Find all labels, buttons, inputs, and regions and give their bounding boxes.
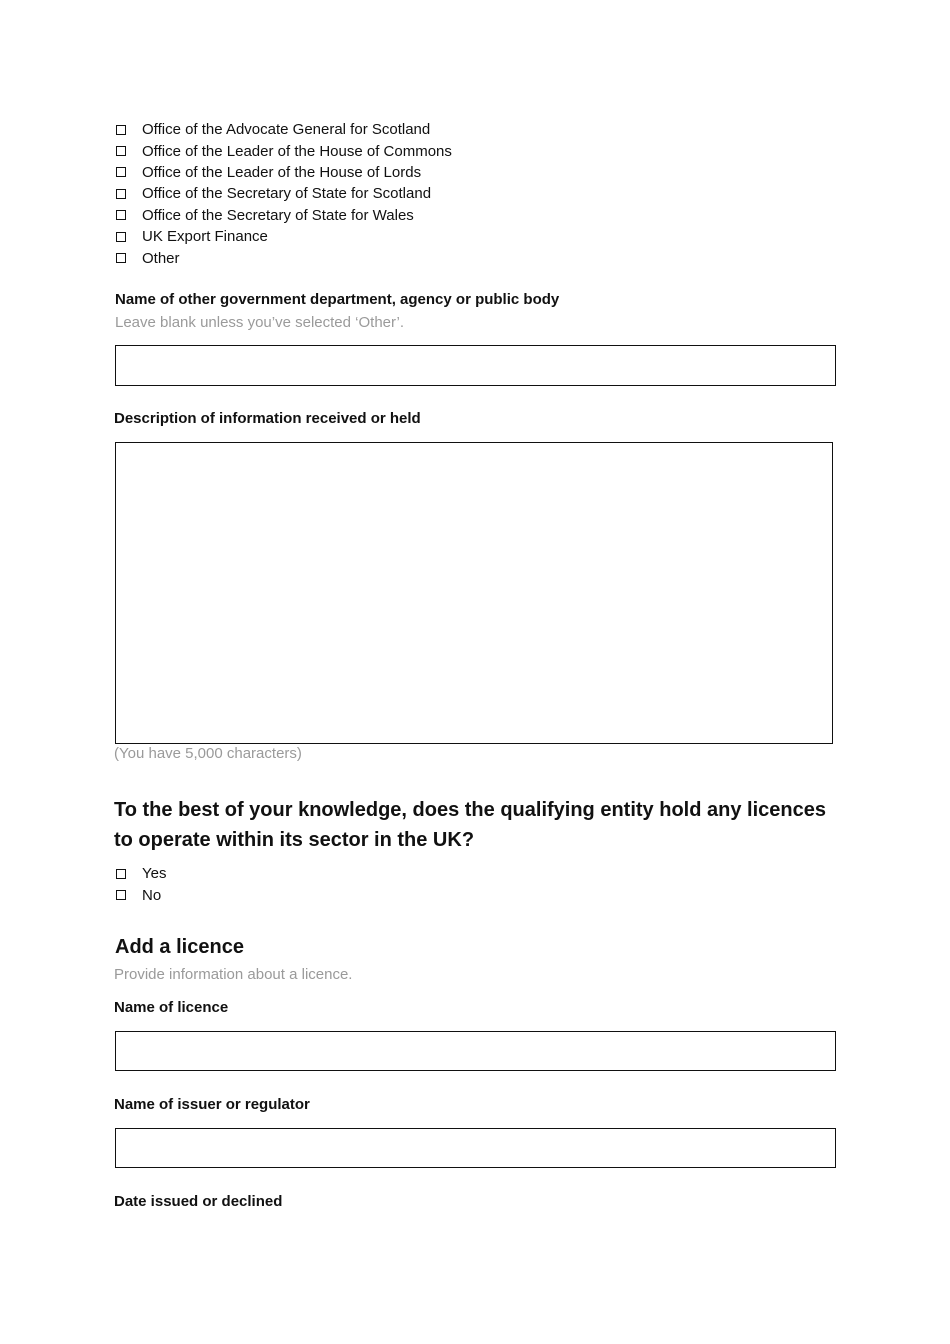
department-option-other[interactable] bbox=[116, 247, 452, 268]
department-option[interactable] bbox=[116, 140, 452, 161]
department-option[interactable] bbox=[116, 119, 452, 140]
checkbox[interactable] bbox=[116, 125, 126, 135]
option-label: Office of the Advocate General for Scotland bbox=[142, 121, 431, 139]
other-department-label: Name of other government department, agency or public body bbox=[115, 291, 560, 308]
option-label: No bbox=[142, 886, 162, 904]
option-label: UK Export Finance bbox=[142, 228, 268, 246]
checkbox[interactable] bbox=[116, 146, 126, 156]
department-option[interactable] bbox=[116, 162, 452, 183]
character-counter: (You have 5,000 characters) bbox=[114, 745, 302, 762]
option-label: Office of the Leader of the House of Lords bbox=[142, 163, 422, 181]
checkbox[interactable] bbox=[116, 890, 126, 900]
option-label: Office of the Secretary of State for Wales bbox=[142, 206, 414, 224]
option-yes[interactable] bbox=[116, 863, 166, 884]
issuer-input[interactable] bbox=[115, 1128, 836, 1168]
licence-name-input[interactable] bbox=[115, 1031, 836, 1071]
checkbox[interactable] bbox=[116, 167, 126, 177]
licence-question: To the best of your knowledge, does the qualifying entity hold any licences to operate within its sector in the UK? bbox=[114, 799, 826, 851]
issuer-label: Name of issuer or regulator bbox=[114, 1096, 310, 1113]
other-department-hint: Leave blank unless you’ve selected ‘Other’. bbox=[115, 314, 405, 331]
department-option[interactable] bbox=[116, 205, 452, 226]
checkbox[interactable] bbox=[116, 869, 126, 879]
add-licence-title: Add a licence bbox=[115, 936, 244, 958]
option-label: Yes bbox=[142, 865, 167, 883]
option-no[interactable] bbox=[116, 884, 166, 905]
department-checklist bbox=[116, 119, 452, 269]
checkbox[interactable] bbox=[116, 232, 126, 242]
department-option[interactable] bbox=[116, 226, 452, 247]
option-label: Other bbox=[142, 249, 180, 267]
description-textarea[interactable] bbox=[115, 442, 833, 744]
description-label: Description of information received or held bbox=[114, 410, 421, 427]
licence-question-options bbox=[116, 863, 166, 906]
date-issued-label: Date issued or declined bbox=[114, 1193, 283, 1210]
option-label: Office of the Secretary of State for Scotland bbox=[142, 185, 432, 203]
licence-name-label: Name of licence bbox=[114, 999, 229, 1016]
checkbox[interactable] bbox=[116, 210, 126, 220]
checkbox[interactable] bbox=[116, 253, 126, 263]
other-department-input[interactable] bbox=[115, 345, 836, 386]
checkbox[interactable] bbox=[116, 189, 126, 199]
option-label: Office of the Leader of the House of Commons bbox=[142, 142, 452, 160]
add-licence-hint: Provide information about a licence. bbox=[114, 966, 353, 983]
department-option[interactable] bbox=[116, 183, 452, 204]
